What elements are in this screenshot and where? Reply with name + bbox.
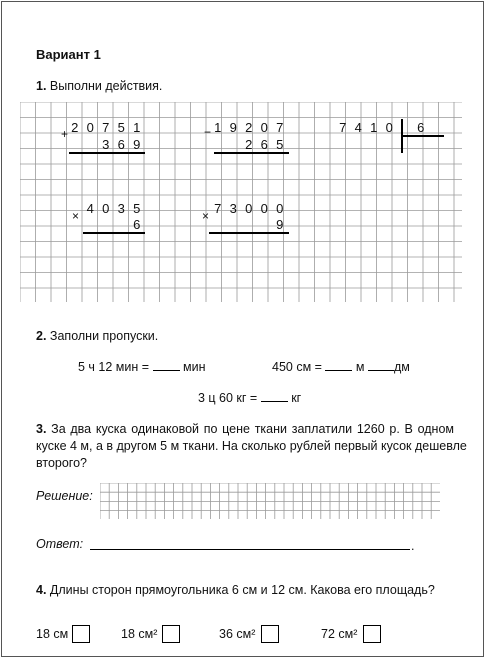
task4-heading — [36, 583, 435, 597]
digit: 9 — [229, 120, 237, 135]
conversion-2 — [272, 360, 410, 374]
digit: 6 — [117, 137, 125, 152]
solution-label: Решение: — [36, 489, 93, 503]
minus-sign: − — [204, 125, 212, 139]
conversion-3-unit: кг — [291, 391, 302, 405]
conversion-2-unit-1: м — [355, 360, 365, 374]
option-checkbox-2[interactable] — [162, 625, 180, 643]
digit: 6 — [133, 217, 141, 232]
digit: 0 — [245, 201, 253, 216]
digit: 1 — [214, 120, 222, 135]
conversion-1-unit: мин — [183, 360, 206, 374]
blank-field[interactable] — [368, 360, 394, 371]
digit: 0 — [102, 201, 110, 216]
digit: 1 — [133, 120, 141, 135]
digit: 5 — [276, 137, 284, 152]
digit: 3 — [102, 137, 110, 152]
blank-field[interactable] — [261, 391, 288, 402]
result-line — [83, 232, 145, 234]
task1-heading — [36, 79, 162, 93]
plus-sign: + — [61, 127, 69, 141]
digit: 2 — [245, 120, 253, 135]
option-label-3: 36 см² — [219, 627, 256, 641]
option-checkbox-3[interactable] — [261, 625, 279, 643]
worksheet-page — [1, 1, 484, 657]
division-line — [401, 135, 444, 137]
digit: 7 — [102, 120, 110, 135]
option-label-1: 18 см — [36, 627, 69, 641]
task3-line-2: куске 4 м, а в другом 5 м ткани. На сколько рублей первый кусок дешевле — [36, 439, 467, 453]
answer-label: Ответ: — [36, 537, 84, 551]
variant-title: Вариант 1 — [36, 47, 101, 62]
answer-field[interactable] — [90, 549, 410, 550]
digit: 0 — [86, 120, 94, 135]
digit: 3 — [229, 201, 237, 216]
digit: 7 — [276, 120, 284, 135]
task2-text: Заполни пропуски. — [49, 329, 159, 343]
digit: 3 — [117, 201, 125, 216]
task1-text: Выполни действия. — [49, 79, 163, 93]
option-checkbox-1[interactable] — [72, 625, 90, 643]
blank-field[interactable] — [153, 360, 180, 371]
digit: 7 — [339, 120, 347, 135]
option-checkbox-4[interactable] — [363, 625, 381, 643]
digit: 0 — [260, 201, 268, 216]
digit: 0 — [385, 120, 393, 135]
digit: 7 — [214, 201, 222, 216]
blank-field[interactable] — [325, 360, 352, 371]
conversion-1-left: 5 ч 12 мин = — [78, 360, 153, 374]
task3-line-3: второго? — [36, 456, 87, 470]
digit: 2 — [245, 137, 253, 152]
option-label-2: 18 см² — [121, 627, 158, 641]
digit: 5 — [133, 201, 141, 216]
result-line — [214, 152, 289, 154]
divisor-digit: 6 — [417, 120, 425, 135]
task2-number: 2. — [36, 329, 47, 343]
result-line — [69, 152, 145, 154]
conversion-2-left: 450 см = — [272, 360, 326, 374]
result-line — [209, 232, 289, 234]
task3-problem-text — [36, 421, 467, 472]
task3-line-1: За два куска одинаковой по цене ткани заплатили 1260 р. В одном — [51, 422, 454, 436]
digit: 0 — [260, 120, 268, 135]
solution-grid[interactable] — [100, 483, 442, 521]
conversion-3-left: 3 ц 60 кг = — [198, 391, 261, 405]
conversion-3 — [198, 391, 301, 405]
digit: 2 — [71, 120, 79, 135]
digit: 4 — [86, 201, 94, 216]
task3-number: 3. — [36, 422, 47, 436]
digit: 9 — [133, 137, 141, 152]
digit: 5 — [117, 120, 125, 135]
times-sign: × — [72, 209, 80, 223]
task1-number: 1. — [36, 79, 47, 93]
task2-heading — [36, 329, 158, 343]
digit: 0 — [276, 201, 284, 216]
digit: 9 — [276, 217, 284, 232]
conversion-2-unit-2: дм — [393, 360, 410, 374]
task4-text: Длины сторон прямоугольника 6 см и 12 см. Какова его площадь? — [49, 583, 435, 597]
option-label-4: 72 см² — [321, 627, 358, 641]
conversion-1 — [78, 360, 205, 374]
task4-number: 4. — [36, 583, 47, 597]
digit: 1 — [370, 120, 378, 135]
answer-period: . — [411, 539, 415, 553]
digit: 4 — [354, 120, 362, 135]
digit: 6 — [260, 137, 268, 152]
times-sign: × — [202, 209, 210, 223]
